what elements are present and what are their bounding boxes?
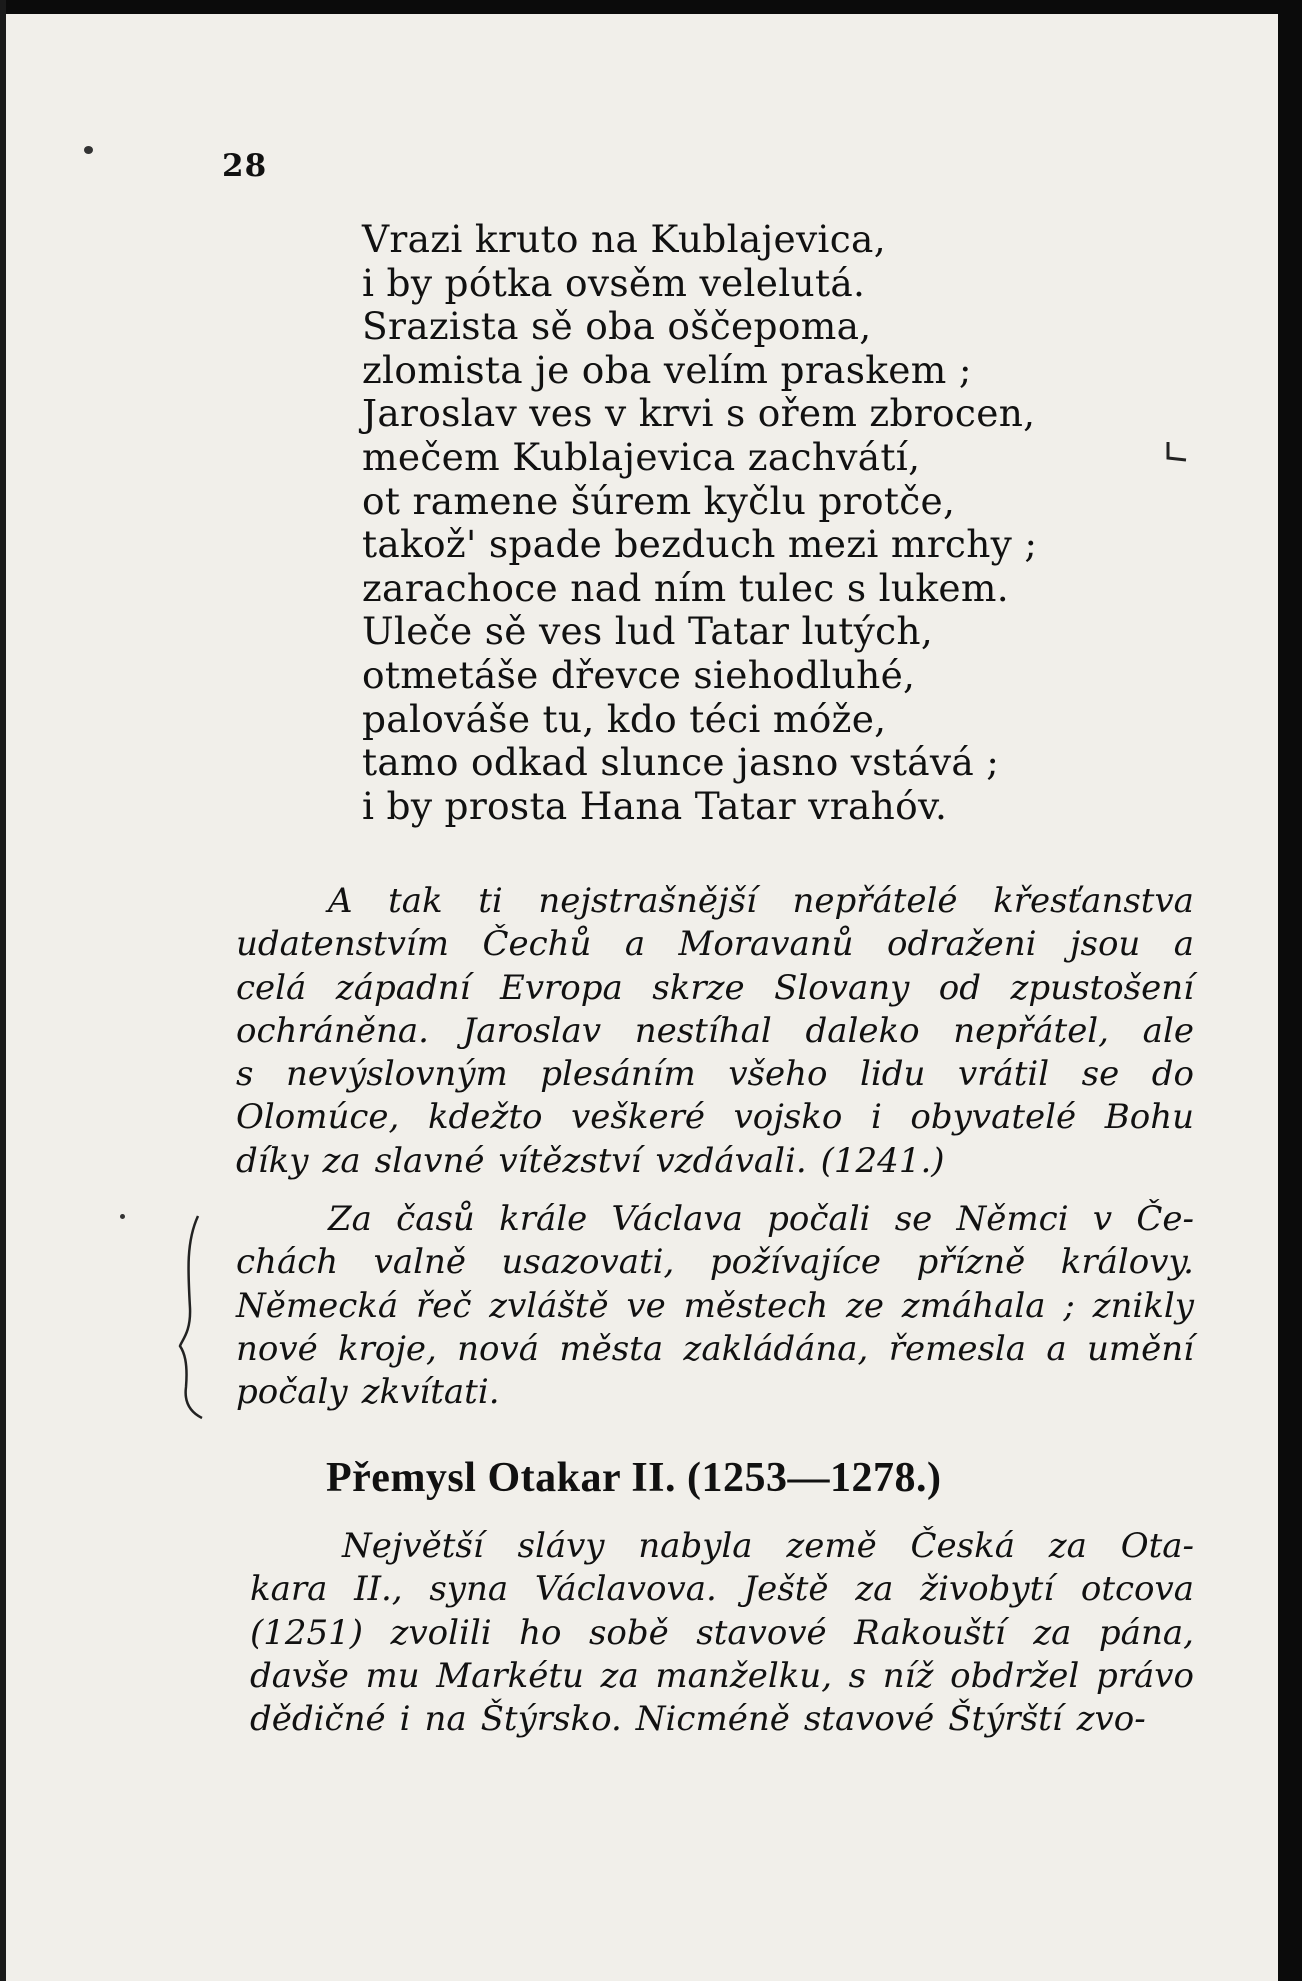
verse-line: Uleče sě ves lud Tatar lutých, bbox=[362, 609, 934, 654]
verse-line: tamo odkad slunce jasno vstává ; bbox=[362, 740, 1000, 785]
paragraph-2 bbox=[236, 1198, 1194, 1414]
paragraph-line: Za časů krále Václava počali se Němci v Če- bbox=[328, 1199, 1194, 1239]
paragraph-line: ochráněna. Jaroslav nestíhal daleko nepřátel, ale bbox=[236, 1010, 1194, 1051]
verse-line: otmetáše dřevce siehodluhé, bbox=[362, 652, 916, 697]
paragraph-line: celá západní Evropa skrze Slovany od zpustošení bbox=[236, 967, 1194, 1008]
paragraph-line: dědičné i na Štýrsko. Nicméně stavové Štýrští zvo- bbox=[250, 1699, 1146, 1740]
verse-block bbox=[362, 218, 1122, 828]
ink-speck bbox=[84, 146, 93, 154]
section-heading: Přemysl Otakar II. (1253—1278.) bbox=[326, 1455, 942, 1501]
ink-speck bbox=[120, 1214, 125, 1219]
verse-line: zarachoce nad ním tulec s lukem. bbox=[362, 565, 1009, 610]
paragraph-line: Olomúce, kdežto veškeré vojsko i obyvatelé Bohu bbox=[236, 1097, 1194, 1138]
margin-bracket bbox=[176, 1212, 216, 1422]
paragraph-line: A tak ti nejstrašnější nepřátelé křesťanstva bbox=[328, 881, 1194, 921]
scan-border-left bbox=[0, 0, 6, 1981]
paragraph-1 bbox=[236, 880, 1194, 1183]
paragraph-line: Německá řeč zvláště ve městech ze zmáhala ; znikly bbox=[236, 1285, 1194, 1326]
paragraph-line: s nevýslovným plesáním všeho lidu vrátil se do bbox=[236, 1054, 1194, 1095]
verse-line: mečem Kublajevica zachvátí, bbox=[362, 434, 921, 479]
page-number: 28 bbox=[222, 148, 268, 184]
paragraph-3 bbox=[250, 1525, 1194, 1741]
verse-line: zlomista je oba velím praskem ; bbox=[362, 347, 972, 392]
verse-line: i by pótka ovsěm velelutá. bbox=[362, 260, 866, 305]
scan-border-top bbox=[0, 0, 1302, 14]
paragraph-line: davše mu Markétu za manželku, s níž obdržel právo bbox=[250, 1655, 1194, 1696]
paragraph-line: kara II., syna Václavova. Ještě za živobytí otcova bbox=[250, 1569, 1194, 1610]
paragraph-line: (1251) zvolili ho sobě stavové Rakouští za pána, bbox=[250, 1612, 1194, 1653]
verse-line: takož' spade bezduch mezi mrchy ; bbox=[362, 522, 1038, 567]
verse-line: Jaroslav ves v krvi s ořem zbrocen, bbox=[362, 391, 1036, 436]
verse-line: palováše tu, kdo téci móže, bbox=[362, 696, 887, 741]
verse-line: Vrazi kruto na Kublajevica, bbox=[362, 217, 886, 261]
verse-line: Srazista sě oba oščepoma, bbox=[362, 304, 872, 349]
paragraph-line: chách valně usazovati, požívajíce přízně královy. bbox=[236, 1242, 1194, 1283]
paragraph-line: díky za slavné vítězství vzdávali. (1241.) bbox=[236, 1140, 945, 1181]
paragraph-line: počaly zkvítati. bbox=[236, 1372, 500, 1413]
verse-line: i by prosta Hana Tatar vrahóv. bbox=[362, 783, 948, 828]
paragraph-line: udatenstvím Čechů a Moravanů odraženi jsou a bbox=[236, 924, 1194, 965]
paragraph-line: nové kroje, nová města zakládána, řemesla a umění bbox=[236, 1328, 1194, 1369]
margin-mark-corner bbox=[1162, 438, 1192, 468]
paragraph-line: Největší slávy nabyla země Česká za Ota- bbox=[342, 1526, 1194, 1566]
scan-border-right bbox=[1278, 0, 1302, 1981]
verse-line: ot ramene šúrem kyčlu protče, bbox=[362, 478, 956, 523]
